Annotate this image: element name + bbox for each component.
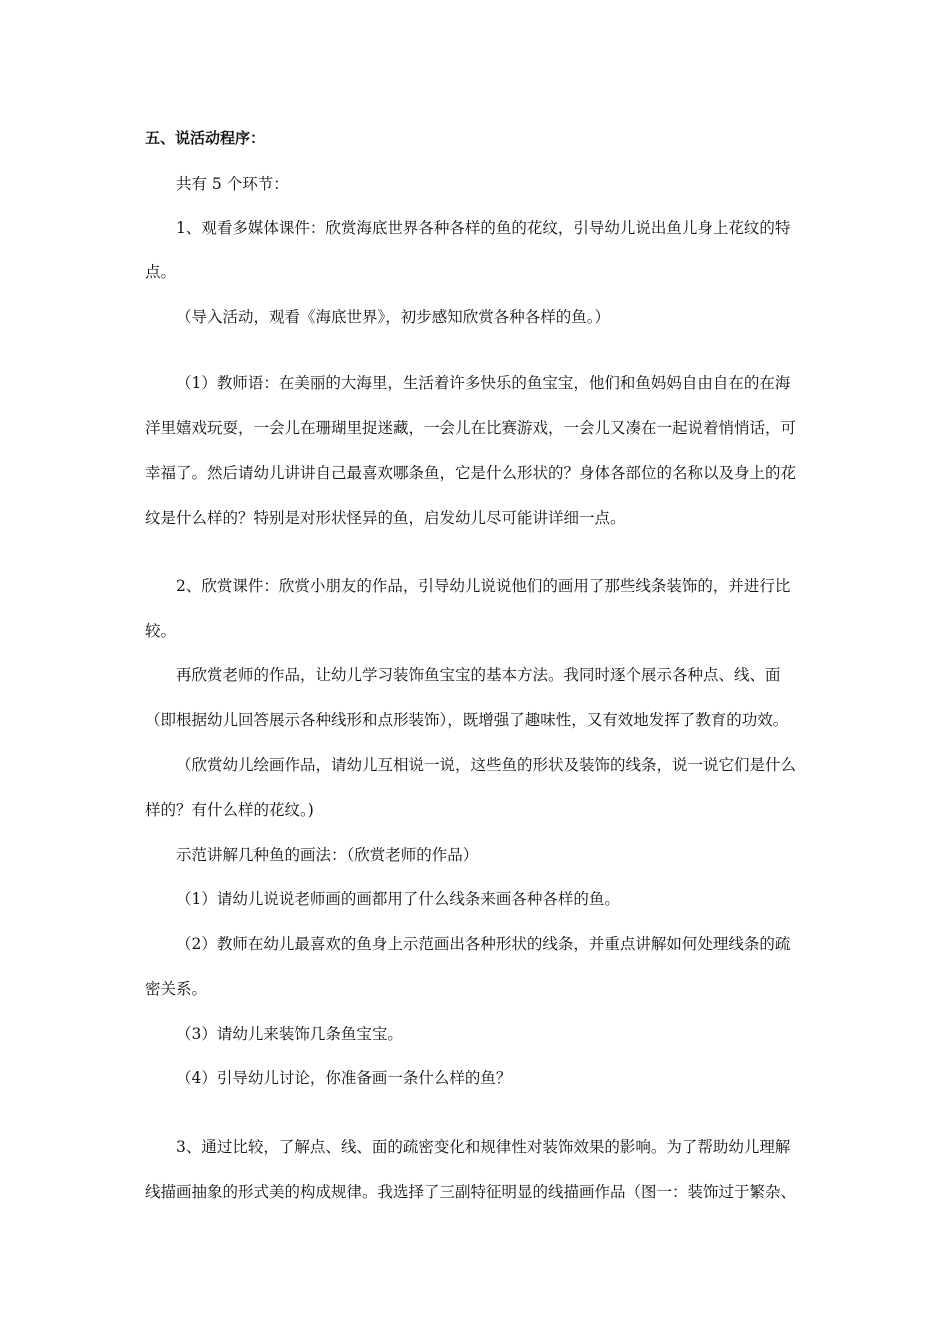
- text-line: 样的？有什么样的花纹。): [145, 801, 314, 819]
- demo-title: 示范讲解几种鱼的画法：（欣赏老师的作品）: [176, 846, 479, 864]
- text-line: 线描画抽象的形式美的构成规律。我选择了三副特征明显的线描画作品（图一：装饰过于繁杂、: [145, 1183, 797, 1201]
- text-line: （2）教师在幼儿最喜欢的鱼身上示范画出各种形状的线条，并重点讲解如何处理线条的疏: [176, 935, 791, 953]
- text-line: （欣赏幼儿绘画作品，请幼儿互相说一说，这些鱼的形状及装饰的线条，说一说它们是什么: [176, 756, 797, 774]
- text-line: 密关系。: [145, 980, 208, 998]
- text-line: 较。: [145, 622, 177, 640]
- demo-item-4: （4）引导幼儿讨论，你准备画一条什么样的鱼？: [176, 1069, 512, 1087]
- text-line: 幸福了。然后请幼儿讲讲自己最喜欢哪条鱼，它是什么形状的？身体各部位的名称以及身上的花: [145, 464, 797, 482]
- text-line: 1、观看多媒体课件：欣赏海底世界各种各样的鱼的花纹，引导幼儿说出鱼儿身上花纹的特: [176, 219, 791, 237]
- intro-text: 共有 5 个环节：: [176, 175, 289, 193]
- section-heading: 五、说活动程序：: [145, 129, 266, 147]
- text-line: 纹是什么样的？特别是对形状怪异的鱼，启发幼儿尽可能讲详细一点。: [145, 509, 626, 527]
- demo-item-3: （3）请幼儿来装饰几条鱼宝宝。: [176, 1025, 403, 1043]
- text-line: 洋里嬉戏玩耍，一会儿在珊瑚里捉迷藏，一会儿在比赛游戏，一会儿又凑在一起说着悄悄话，可: [145, 419, 797, 437]
- demo-item-1: （1）请幼儿说说老师画的画都用了什么线条来画各种各样的鱼。: [176, 890, 620, 908]
- text-line: 再欣赏老师的作品，让幼儿学习装饰鱼宝宝的基本方法。我同时逐个展示各种点、线、面: [176, 666, 781, 684]
- text-line: （1）教师语：在美丽的大海里，生活着许多快乐的鱼宝宝，他们和鱼妈妈自由自在的在海: [176, 374, 791, 392]
- text-line: 3、通过比较，了解点、线、面的疏密变化和规律性对装饰效果的影响。为了帮助幼儿理解: [176, 1138, 791, 1156]
- text-line: 2、欣赏课件：欣赏小朋友的作品，引导幼儿说说他们的画用了那些线条装饰的，并进行比: [176, 577, 791, 595]
- text-line: 点。: [145, 263, 177, 281]
- step1-note: （导入活动，观看《海底世界》，初步感知欣赏各种各样的鱼。）: [176, 308, 611, 326]
- text-line: （即根据幼儿回答展示各种线形和点形装饰），既增强了趣味性，又有效地发挥了教育的功效。: [145, 711, 789, 729]
